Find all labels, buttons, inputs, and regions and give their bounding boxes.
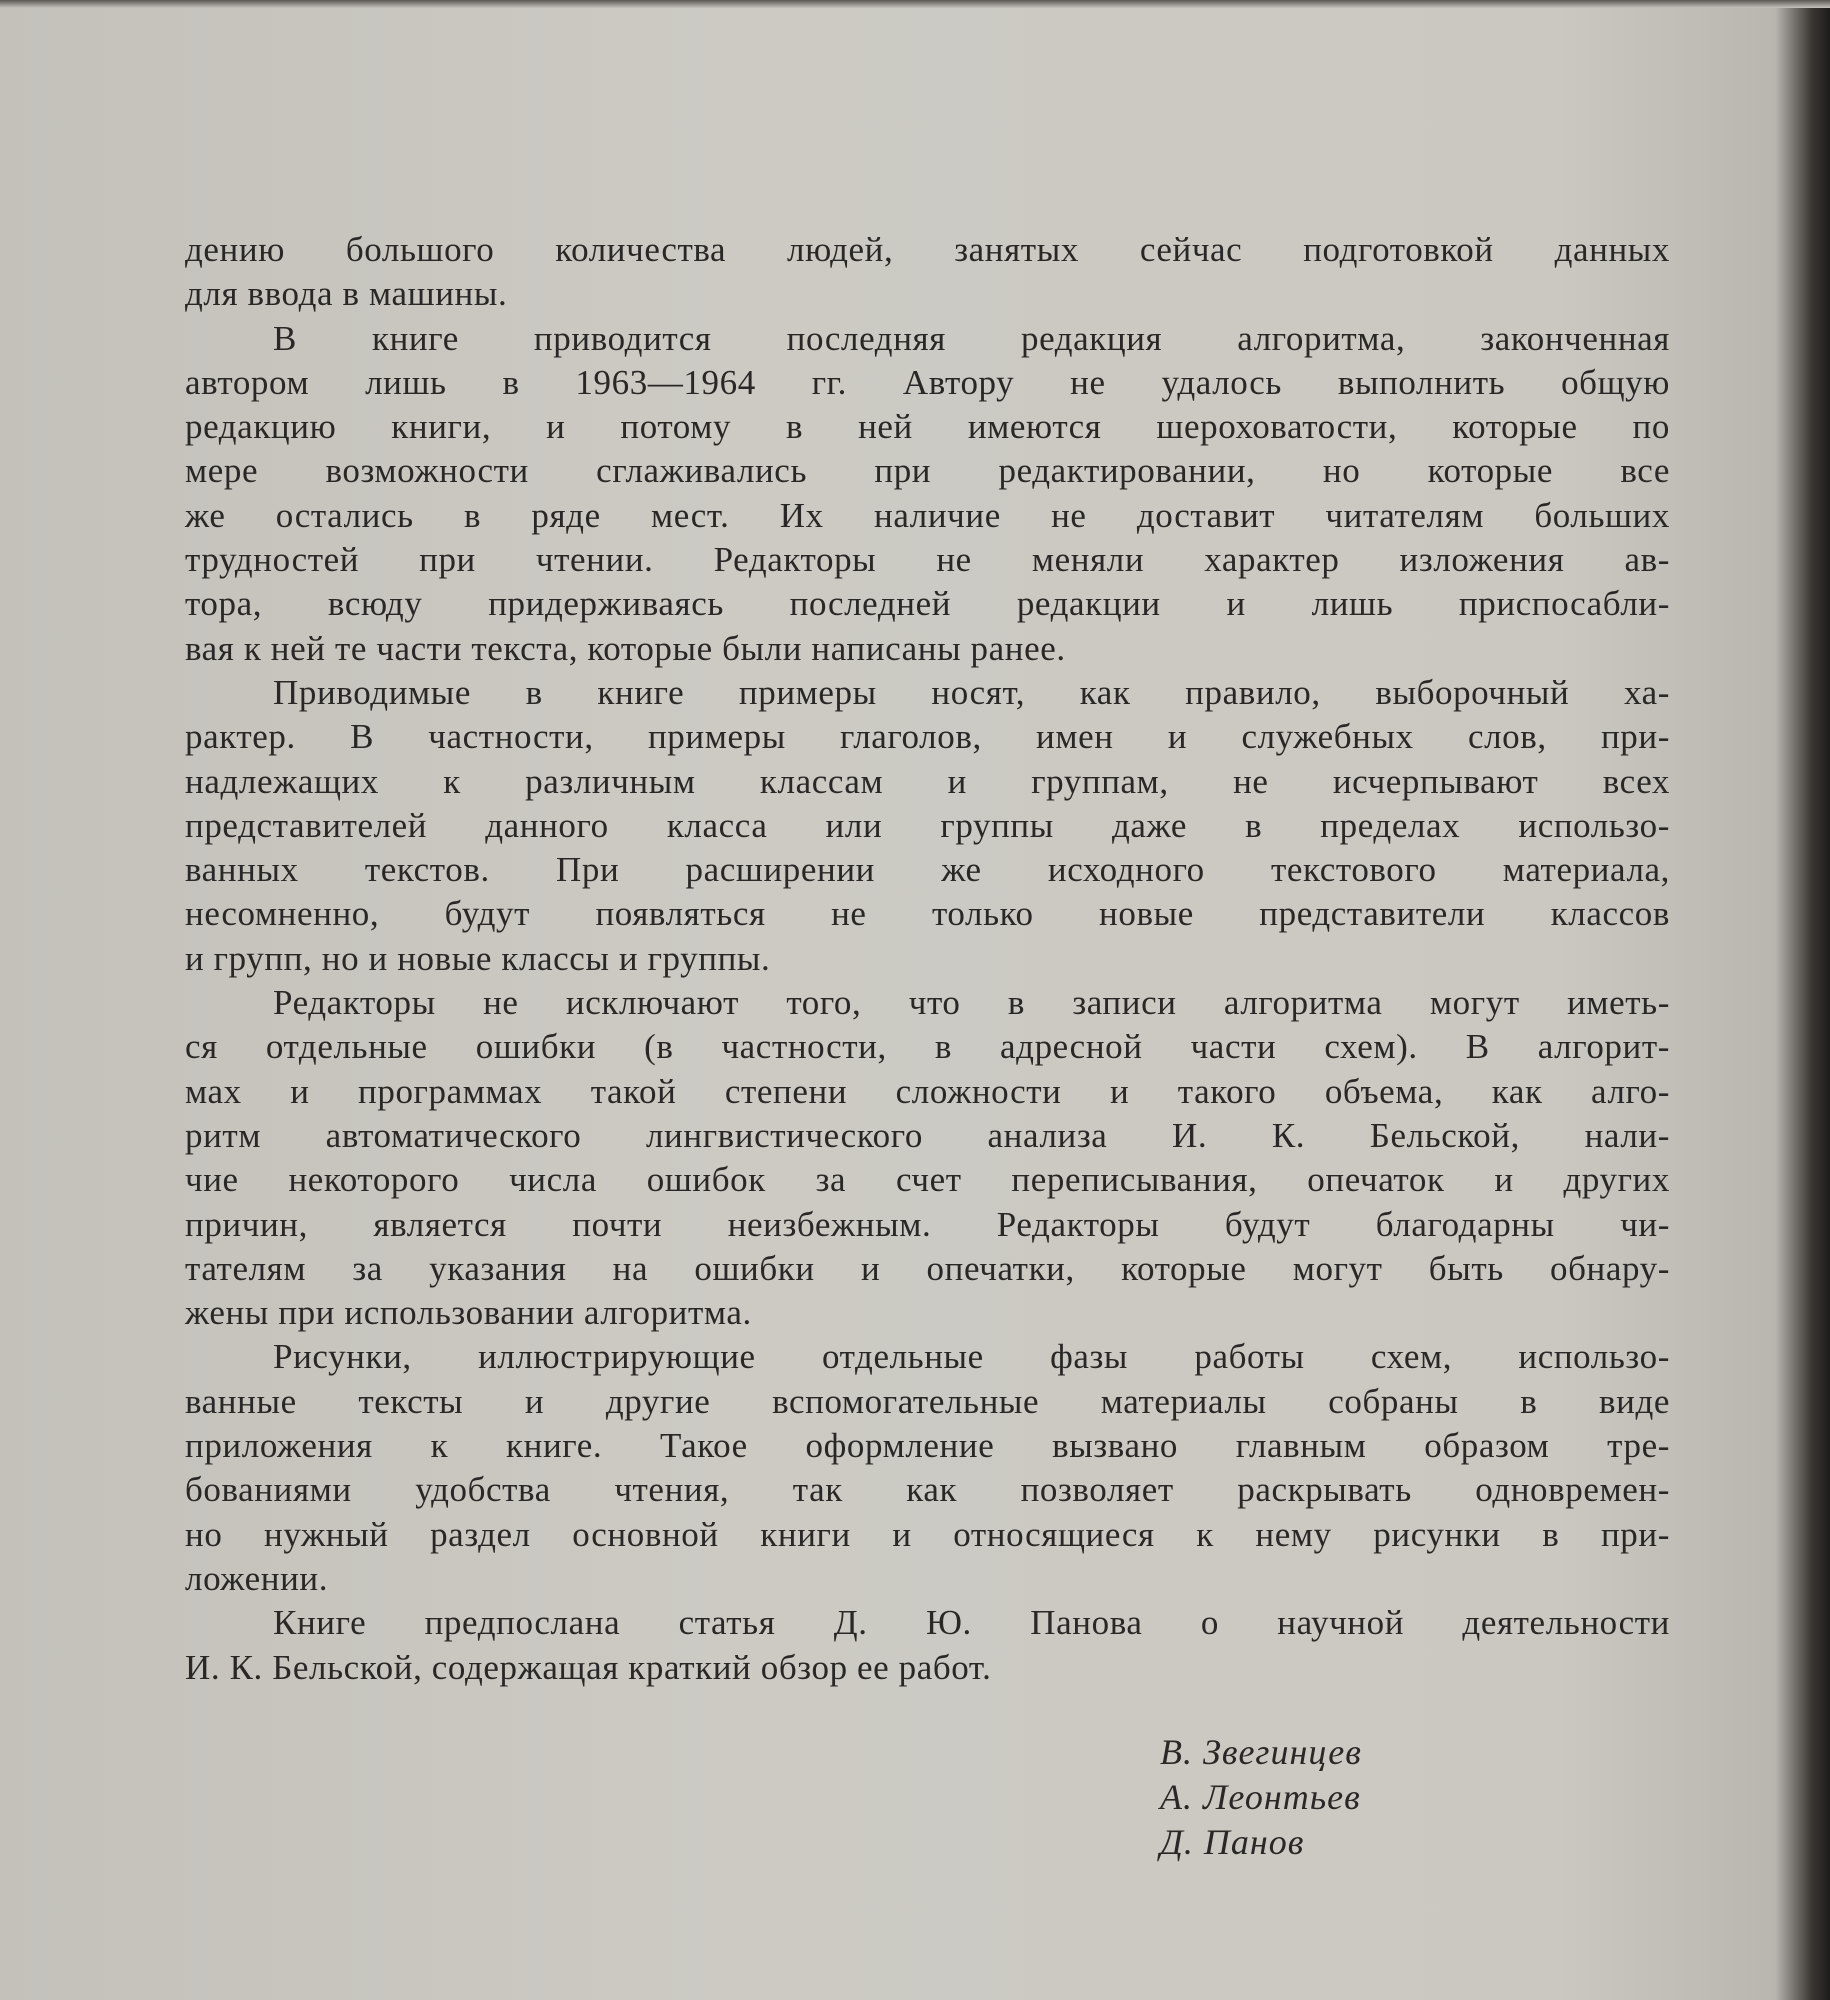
text-line: представителей данного класса или группы даже в пределах использо-: [185, 805, 1670, 845]
text-line: трудностей при чтении. Редакторы не меняли характер изложения ав-: [185, 540, 1670, 580]
text-line: тора, всюду придерживаясь последней редакции и лишь приспосабли-: [185, 584, 1670, 624]
text-line: причин, является почти неизбежным. Редакторы будут благодарны чи-: [185, 1204, 1670, 1244]
text-line: надлежащих к различным классам и группам, не исчерпывают всех: [185, 761, 1670, 801]
text-line: ванные тексты и другие вспомогательные материалы собраны в виде: [185, 1381, 1670, 1421]
text-line: Книге предпослана статья Д. Ю. Панова о научной деятельности: [273, 1603, 1670, 1643]
text-line: мере возможности сглаживались при редактировании, но которые все: [185, 451, 1670, 491]
text-line: же остались в ряде мест. Их наличие не доставит читателям больших: [185, 495, 1670, 535]
text-line: В книге приводится последняя редакция алгоритма, законченная: [273, 318, 1670, 358]
text-line: несомненно, будут появляться не только новые представители классов: [185, 894, 1670, 934]
text-line: бованиями удобства чтения, так как позволяет раскрывать одновремен-: [185, 1470, 1670, 1510]
signature-panov: Д. Панов: [1160, 1822, 1305, 1862]
text-line: рактер. В частности, примеры глаголов, имен и служебных слов, при-: [185, 717, 1670, 757]
text-line: Приводимые в книге примеры носят, как правило, выборочный ха-: [273, 672, 1670, 712]
text-line: ся отдельные ошибки (в частности, в адресной части схем). В алгорит-: [185, 1027, 1670, 1067]
text-line: тателям за указания на ошибки и опечатки, которые могут быть обнару-: [185, 1248, 1670, 1288]
text-line: чие некоторого числа ошибок за счет переписывания, опечаток и других: [185, 1160, 1670, 1200]
text-line: для ввода в машины.: [185, 274, 508, 314]
page-top-edge: [0, 0, 1830, 8]
text-line: и групп, но и новые классы и группы.: [185, 938, 771, 978]
signature-zvegintsev: В. Звегинцев: [1160, 1732, 1362, 1772]
text-line: но нужный раздел основной книги и относящиеся к нему рисунки в при-: [185, 1514, 1670, 1554]
body-text: [185, 228, 1670, 1690]
text-line: Редакторы не исключают того, что в записи алгоритма могут иметь-: [273, 983, 1670, 1023]
text-line: жены при использовании алгоритма.: [185, 1293, 752, 1333]
text-line: Рисунки, иллюстрирующие отдельные фазы работы схем, использо-: [273, 1337, 1670, 1377]
signature-leontiev: А. Леонтьев: [1160, 1777, 1361, 1817]
text-line: ванных текстов. При расширении же исходного текстового материала,: [185, 850, 1670, 890]
text-line: мах и программах такой степени сложности и такого объема, как алго-: [185, 1071, 1670, 1111]
text-line: дению большого количества людей, занятых сейчас подготовкой данных: [185, 230, 1670, 269]
text-line: ритм автоматического лингвистического анализа И. К. Бельской, нали-: [185, 1115, 1670, 1155]
signatures: [1160, 1730, 1362, 1865]
text-line: редакцию книги, и потому в ней имеются шероховатости, которые по: [185, 407, 1670, 447]
text-line: автором лишь в 1963—1964 гг. Автору не удалось выполнить общую: [185, 362, 1670, 402]
text-line: И. К. Бельской, содержащая краткий обзор ее работ.: [185, 1647, 992, 1687]
text-line: вая к ней те части текста, которые были написаны ранее.: [185, 628, 1066, 668]
text-line: ложении.: [185, 1558, 329, 1598]
text-line: приложения к книге. Такое оформление вызвано главным образом тре-: [185, 1426, 1670, 1466]
